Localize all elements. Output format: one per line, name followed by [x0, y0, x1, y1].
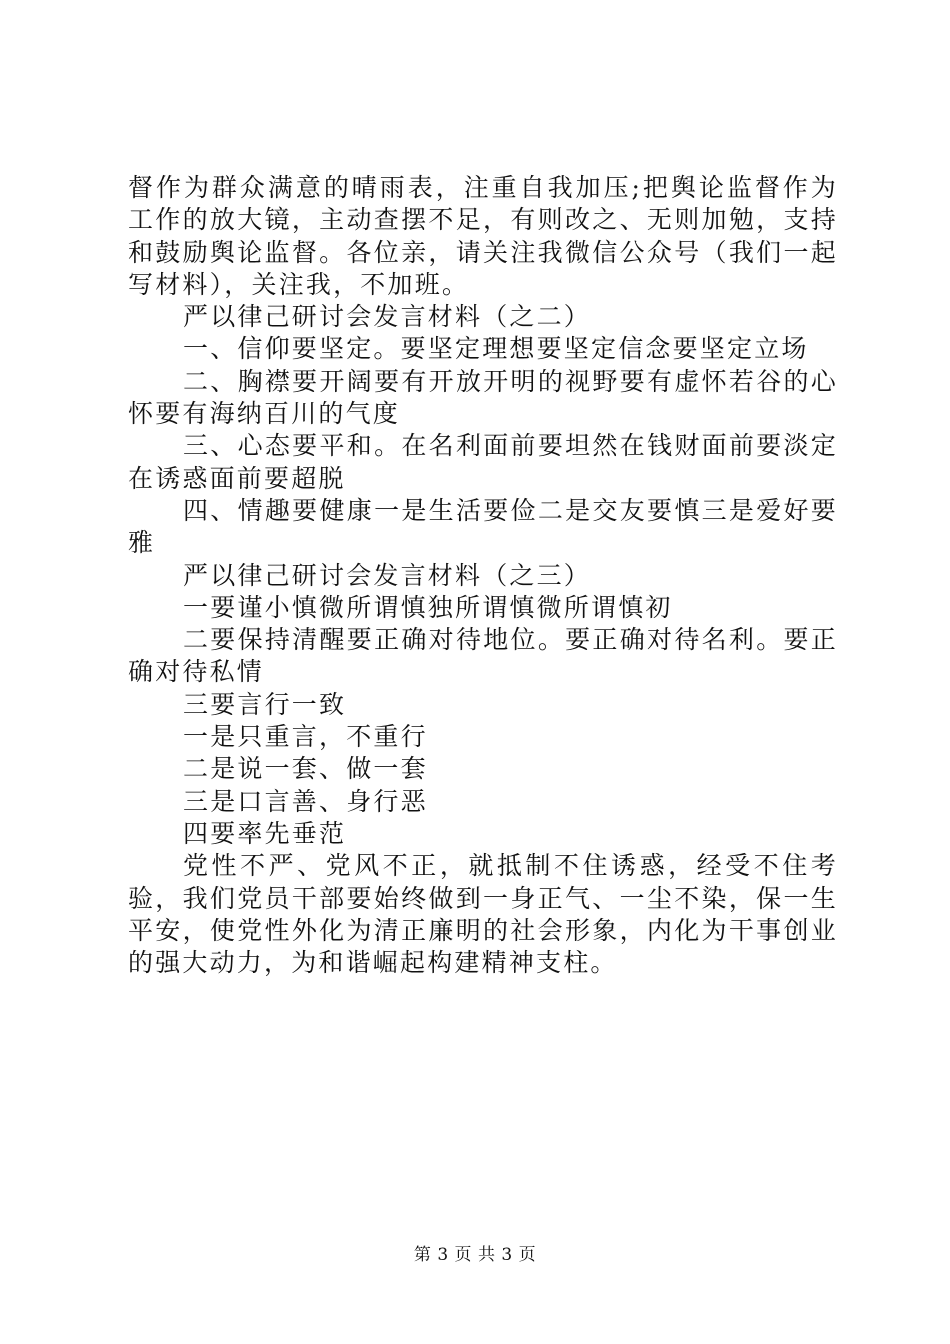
- section-heading-2: 严以律己研讨会发言材料（之二）: [183, 302, 592, 332]
- page-number-footer: 第 3 页 共 3 页: [413, 1245, 537, 1265]
- paragraph-15: 党性不严、党风不正，就抵制不住诱惑，经受不住考验，我们党员干部要始终做到一身正气、一尘不染，保一生平安，使党性外化为清正廉明的社会形象，内化为干事创业的强大动力，为和谐崛起构建精神支柱。: [128, 851, 838, 978]
- paragraph-10: 三要言行一致: [183, 689, 347, 719]
- paragraph-6: 四、情趣要健康一是生活要俭二是交友要慎三是爱好要雅: [128, 495, 838, 558]
- paragraph-9: 二要保持清醒要正确对待地位。要正确对待名利。要正确对待私情: [128, 625, 838, 687]
- paragraph-13: 三是口言善、身行恶: [183, 786, 428, 816]
- paragraph-12: 二是说一套、做一套: [183, 754, 428, 784]
- paragraph-5: 三、心态要平和。在名利面前要坦然在钱财面前要淡定在诱惑面前要超脱: [128, 431, 838, 493]
- paragraph-1: 督作为群众满意的晴雨表，注重自我加压;把舆论监督作为工作的放大镜，主动查摆不足，有则改之、无则加勉，支持和鼓励舆论监督。各位亲，请关注我微信公众号（我们一起写材料），关注我，不加班。: [128, 173, 838, 299]
- paragraph-4: 二、胸襟要开阔要有开放开明的视野要有虚怀若谷的心怀要有海纳百川的气度: [128, 366, 838, 429]
- section-heading-7: 严以律己研讨会发言材料（之三）: [183, 560, 592, 590]
- paragraph-8: 一要谨小慎微所谓慎独所谓慎微所谓慎初: [183, 592, 673, 622]
- document-body: [128, 172, 838, 979]
- paragraph-11: 一是只重言，不重行: [183, 722, 428, 752]
- paragraph-3: 一、信仰要坚定。要坚定理想要坚定信念要坚定立场: [183, 334, 809, 364]
- paragraph-14: 四要率先垂范: [183, 818, 347, 848]
